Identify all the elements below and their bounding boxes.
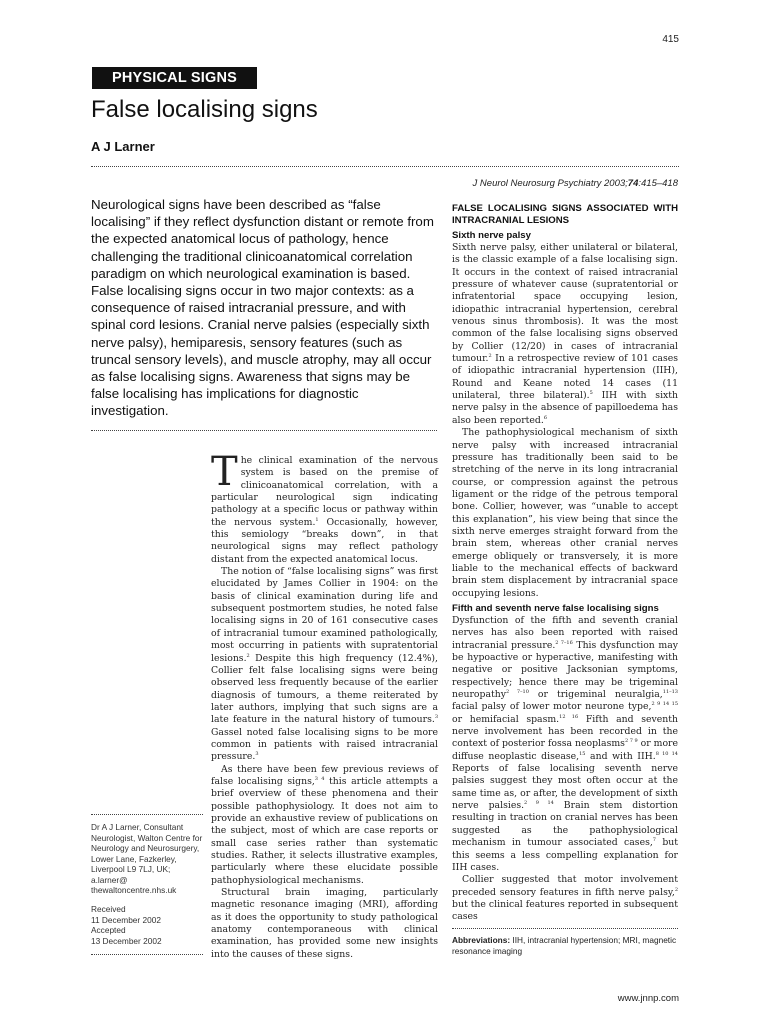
abbreviations-label: Abbreviations: [452,935,511,945]
text-run: The notion of “false localising signs” was first elucidated by James Collier in 1904: on the basis of clinical examination during life and subsequent postmortem studies, he noted false localising signs in 20 of 161 consecutive cases of intracranial tumour examined pathologically, most occurring in patients with supratentorial lesions. [211,566,438,664]
citation-ref: 11–13 [662,688,678,695]
text-run: but this seems a less compelling explanation for IIH cases. [452,837,678,873]
citation-ref: 6 [543,414,548,421]
text-run: or trigeminal neuralgia, [528,689,663,701]
citation-ref: 3 [255,751,259,758]
text-run: Fifth and seventh nerve involvement has been recorded in the context of posterior fossa neoplasms [452,713,678,750]
citation-ref: 8 10 14 [655,750,678,757]
citation-ref: 2 [488,353,492,359]
paragraph [452,615,678,874]
text-run: he clinical examination of the nervous system is based on the premise of clinicoanatomical correlation, with a particular neurological sign indicating pathology at a specific locus or pathway within the nervous system. [211,455,438,528]
paragraph [452,874,678,923]
citation-ref: 1 [315,516,319,523]
paragraph: The pathophysiological mechanism of sixth nerve palsy with increased intracranial pressure has traditionally been said to be stretching of the nerve in its long intracranial course, or compression against the petrous ligament or the ridge of the petrous temporal bone. Collier, however, was “unable to accept this explanation”, his view being that since the sixth nerve emerges straight forward from the brain stem, whereas other cranial nerves emerge obliquely or transversely, it is more liable to the mechanical effects of backward brain stem displacement by intracranial space occupying lesions. [452,427,678,599]
subsection-heading: Sixth nerve palsy [452,230,531,241]
text-run: Reports of false localising seventh nerve palsies suggest they most often occur at the same time as, or after, the development of sixth nerve palsies. [452,763,678,812]
drop-cap: T [211,449,238,495]
text-run: As there have been few previous reviews of false localising signs, [211,763,438,787]
received-divider [91,954,203,955]
accepted-label: Accepted [91,925,126,935]
text-run: This dysfunction may be hypoactive or hyperactive, manifesting with negative or positive Jacksonian symptoms, respectively; hence there may be trigeminal neuropathy [452,639,678,701]
citation-ref: 2 7 9 [624,738,638,745]
citation-ref: 2 [674,886,678,893]
text-run: Collier suggested that motor involvement preceded sensory features in fifth nerve palsy, [452,874,678,898]
journal-citation [380,178,678,189]
text-run: Gassel noted false localising signs to be more common in patients with raised intracranial pressure. [211,726,438,763]
paragraph [452,242,678,427]
body-column-right [452,203,678,924]
citation-pages: :415–418 [638,178,678,189]
paragraph [211,449,438,566]
citation-ref: 2 7–16 [555,639,573,646]
paragraph [211,566,438,764]
header-divider [91,166,679,167]
section-heading: FALSE LOCALISING SIGNS ASSOCIATED WITH INTRACRANIAL LESIONS [452,203,678,226]
citation-ref: 5 [589,390,593,397]
abbreviations-box [452,935,678,956]
citation-year: 2003; [604,178,628,189]
citation-ref: 15 [579,750,586,757]
section-banner: PHYSICAL SIGNS [92,67,257,89]
citation-ref: 2 9 14 15 [651,701,679,708]
accepted-date: 13 December 2002 [91,935,162,946]
citation-volume: 74 [627,178,639,189]
received-label: Received [91,904,126,914]
text-run: but the clinical features reported in subsequent cases [452,898,678,923]
citation-ref: 3 4 [314,775,325,782]
article-title: False localising signs [91,96,318,123]
text-run: Brain stem distortion resulting in traction on cranial nerves has been suggested as the pathophysiological mechanism in tumour associated cases, [452,800,678,849]
text-run: IIH with sixth nerve palsy in the absence of papilloedema has also been reported. [452,390,679,426]
text-run: and with IIH. [585,750,656,762]
text-run: In a retrospective review of 101 cases of idiopathic intracranial hypertension (IIH), Round and Keane noted 14 cases (11 unilateral, three bilateral). [452,353,678,402]
page-number: 415 [662,34,679,45]
text-run: or more diffuse neoplastic disease, [452,738,678,762]
citation-ref: 7 [652,837,656,844]
citation-ref: 12 16 [559,713,579,720]
citation-ref: 2 9 14 [524,800,554,807]
abbreviations-divider [452,928,678,929]
citation-ref: 2 [246,652,250,659]
received-date: 11 December 2002 [91,914,161,925]
received-accepted [91,904,203,946]
author-name: A J Larner [91,139,155,154]
text-run: or hemifacial spasm. [452,713,560,725]
text-run: Occasionally, however, this semiology “breaks down”, in that neurological signs may reflect pathology distant from the expected anatomical locus. [211,516,438,565]
author-affiliation: Dr A J Larner, Consultant Neurologist, Walton Centre for Neurology and Neurosurgery, Lower Lane, Fazkerley, Liverpool L9 7LJ, UK; a.larner@ thewaltoncentre.nhs.uk [91,822,203,895]
affiliation-divider [91,814,203,815]
abstract-divider [91,430,437,431]
citation-ref: 3 [434,714,438,721]
paragraph: Structural brain imaging, particularly magnetic resonance imaging (MRI), affording as it does the opportunity to study pathological anatomy contemporaneous with clinical examination, has provided some new insights into the causes of these signs. [211,887,438,960]
abbreviations-text: IIH, intracranial hypertension; MRI, magnetic resonance imaging [452,935,677,956]
body-column-left [211,449,438,961]
abstract: Neurological signs have been described as “false localising” if they reflect dysfunction distant or remote from the expected anatomical locus of pathology, hence challenging the traditional clinicoanatomical correlation paradigm on which neurological examination is based. False localising signs occur in two major contexts: as a consequence of raised intracranial pressure, and with spinal cord lesions. Cranial nerve palsies (especially sixth nerve palsy), hemiparesis, sensory features (such as truncal sensory levels), and muscle atrophy, may all occur as false localising signs. Awareness that signs may be false localising has implications for diagnostic investigation. [91,197,434,419]
text-run: Despite this high frequency (12.4%), Collier felt false localising signs were being observed less frequently because of the earlier diagnosis of tumours, a theme reiterated by later authors, implying that such signs are a late feature in the natural history of tumours. [211,652,438,726]
text-run: Dysfunction of the fifth and seventh cranial nerves has also been reported with raised intracranial pressure. [452,614,678,651]
paragraph [211,764,438,887]
citation-ref: 2 7–10 [506,688,529,695]
text-run: facial palsy of lower motor neurone type, [452,701,652,713]
text-run: Sixth nerve palsy, either unilateral or bilateral, is the classic example of a false localising sign. It occurs in the context of raised intracranial pressure of whatever cause (supratentorial or infratentorial space occupying lesion, idiopathic intracranial hypertension, cerebral venous sinus thrombosis). It was the most common of the false localising signs observed by Collier (12/20) in cases of intracranial tumour. [452,242,678,365]
citation-journal: J Neurol Neurosurg Psychiatry [472,178,602,189]
subsection-heading: Fifth and seventh nerve false localising signs [452,602,659,614]
footer-url[interactable]: www.jnnp.com [617,993,679,1004]
text-run: this article attempts a brief overview of these phenomena and their possible pathophysiology. It does not aim to provide an exhaustive review of publications on the subject, most of which are case reports or small case series rather than systematic studies. Rather, it selects illustrative examples, particularly where these elucidate possible pathophysiological mechanisms. [211,775,438,886]
